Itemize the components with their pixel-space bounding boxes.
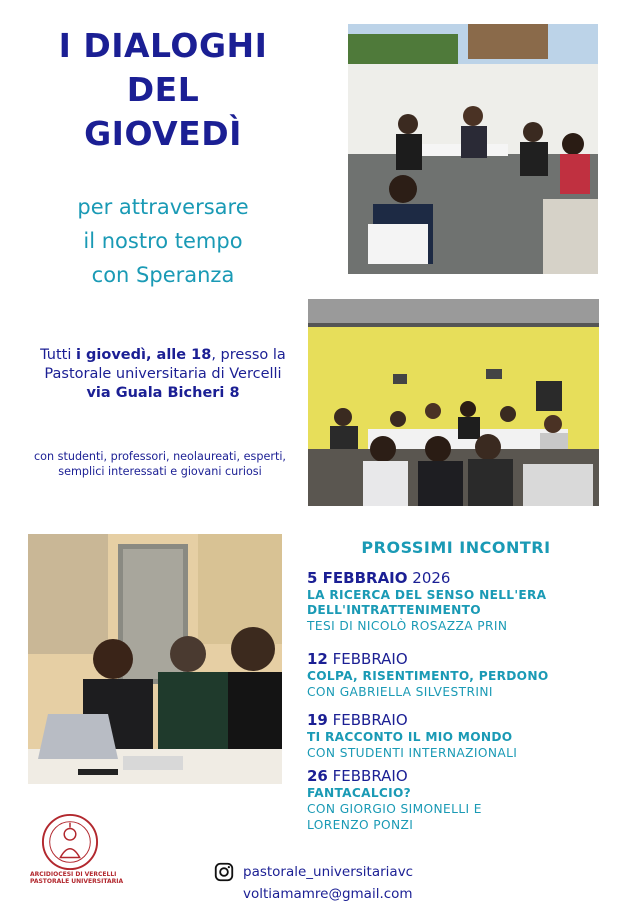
event-date: [307, 767, 617, 786]
event-speaker: CON GABRIELLA SILVESTRINI: [307, 685, 493, 699]
event-date: [307, 650, 617, 669]
poster-title: [18, 24, 308, 156]
info-text-2: , presso la Pastorale universitaria di Vercelli: [44, 347, 286, 382]
instagram-contact[interactable]: [213, 861, 473, 883]
event-item: [307, 711, 617, 761]
event-date: [307, 711, 617, 730]
info-audience: con studenti, professori, neolaureati, esperti, semplici interessati e giovani curiosi: [34, 450, 286, 478]
subtitle-line-1: per attraversare: [77, 195, 249, 219]
title-line-1: I DIALOGHI: [58, 26, 268, 65]
subtitle-line-3: con Speranza: [91, 263, 235, 287]
event-item: [307, 569, 617, 634]
event-topic: LA RICERCA DEL SENSO NELL'ERA DELL'INTRATTENIMENTO: [307, 588, 547, 617]
photo-indoor-group: [308, 299, 599, 506]
event-date-rest: FEBBRAIO: [327, 650, 408, 668]
event-topic: COLPA, RISENTIMENTO, PERDONO: [307, 669, 549, 683]
email-contact[interactable]: [213, 883, 473, 905]
event-date-rest: FEBBRAIO: [327, 711, 408, 729]
photo-laptop-students: [28, 534, 282, 784]
event-item: [307, 650, 617, 700]
instagram-handle[interactable]: pastorale_universitariavc: [243, 864, 414, 880]
event-date-rest: FEBBRAIO: [327, 767, 408, 785]
title-line-2: DEL: [126, 70, 200, 109]
subtitle-line-2: il nostro tempo: [83, 229, 243, 253]
event-topic: TI RACCONTO IL MIO MONDO: [307, 730, 513, 744]
logo-line-2: PASTORALE UNIVERSITARIA: [30, 878, 124, 885]
diocese-seal-icon: [41, 813, 99, 871]
event-date-bold: 26: [307, 767, 328, 785]
event-speaker: CON GIORGIO SIMONELLI E LORENZO PONZI: [307, 802, 482, 832]
meeting-info: [16, 346, 310, 403]
logo-line-1: ARCIDIOCESI DI VERCELLI: [30, 871, 117, 878]
event-date-bold: 19: [307, 711, 328, 729]
photo-outdoor-group: [348, 24, 598, 274]
contacts: [213, 861, 473, 905]
event-date-rest: 2026: [407, 569, 451, 587]
event-speaker: CON STUDENTI INTERNAZIONALI: [307, 746, 518, 760]
poster-subtitle: [18, 190, 308, 292]
diocese-logo: [30, 813, 124, 893]
title-line-3: GIOVEDÌ: [84, 114, 242, 153]
upcoming-title: PROSSIMI INCONTRI: [361, 538, 551, 557]
event-speaker: TESI DI NICOLÒ ROSAZZA PRIN: [307, 619, 508, 633]
event-topic: FANTACALCIO?: [307, 786, 412, 800]
instagram-icon: [213, 861, 235, 883]
event-date-bold: 5 FEBBRAIO: [307, 569, 408, 587]
info-when: i giovedì, alle 18: [76, 347, 212, 363]
event-date: [307, 569, 617, 588]
event-date-bold: 12: [307, 650, 328, 668]
email-address[interactable]: voltiamamre@gmail.com: [243, 886, 413, 902]
info-text-1: Tutti: [40, 347, 77, 363]
event-item: [307, 767, 617, 833]
info-address: via Guala Bicheri 8: [86, 385, 240, 401]
